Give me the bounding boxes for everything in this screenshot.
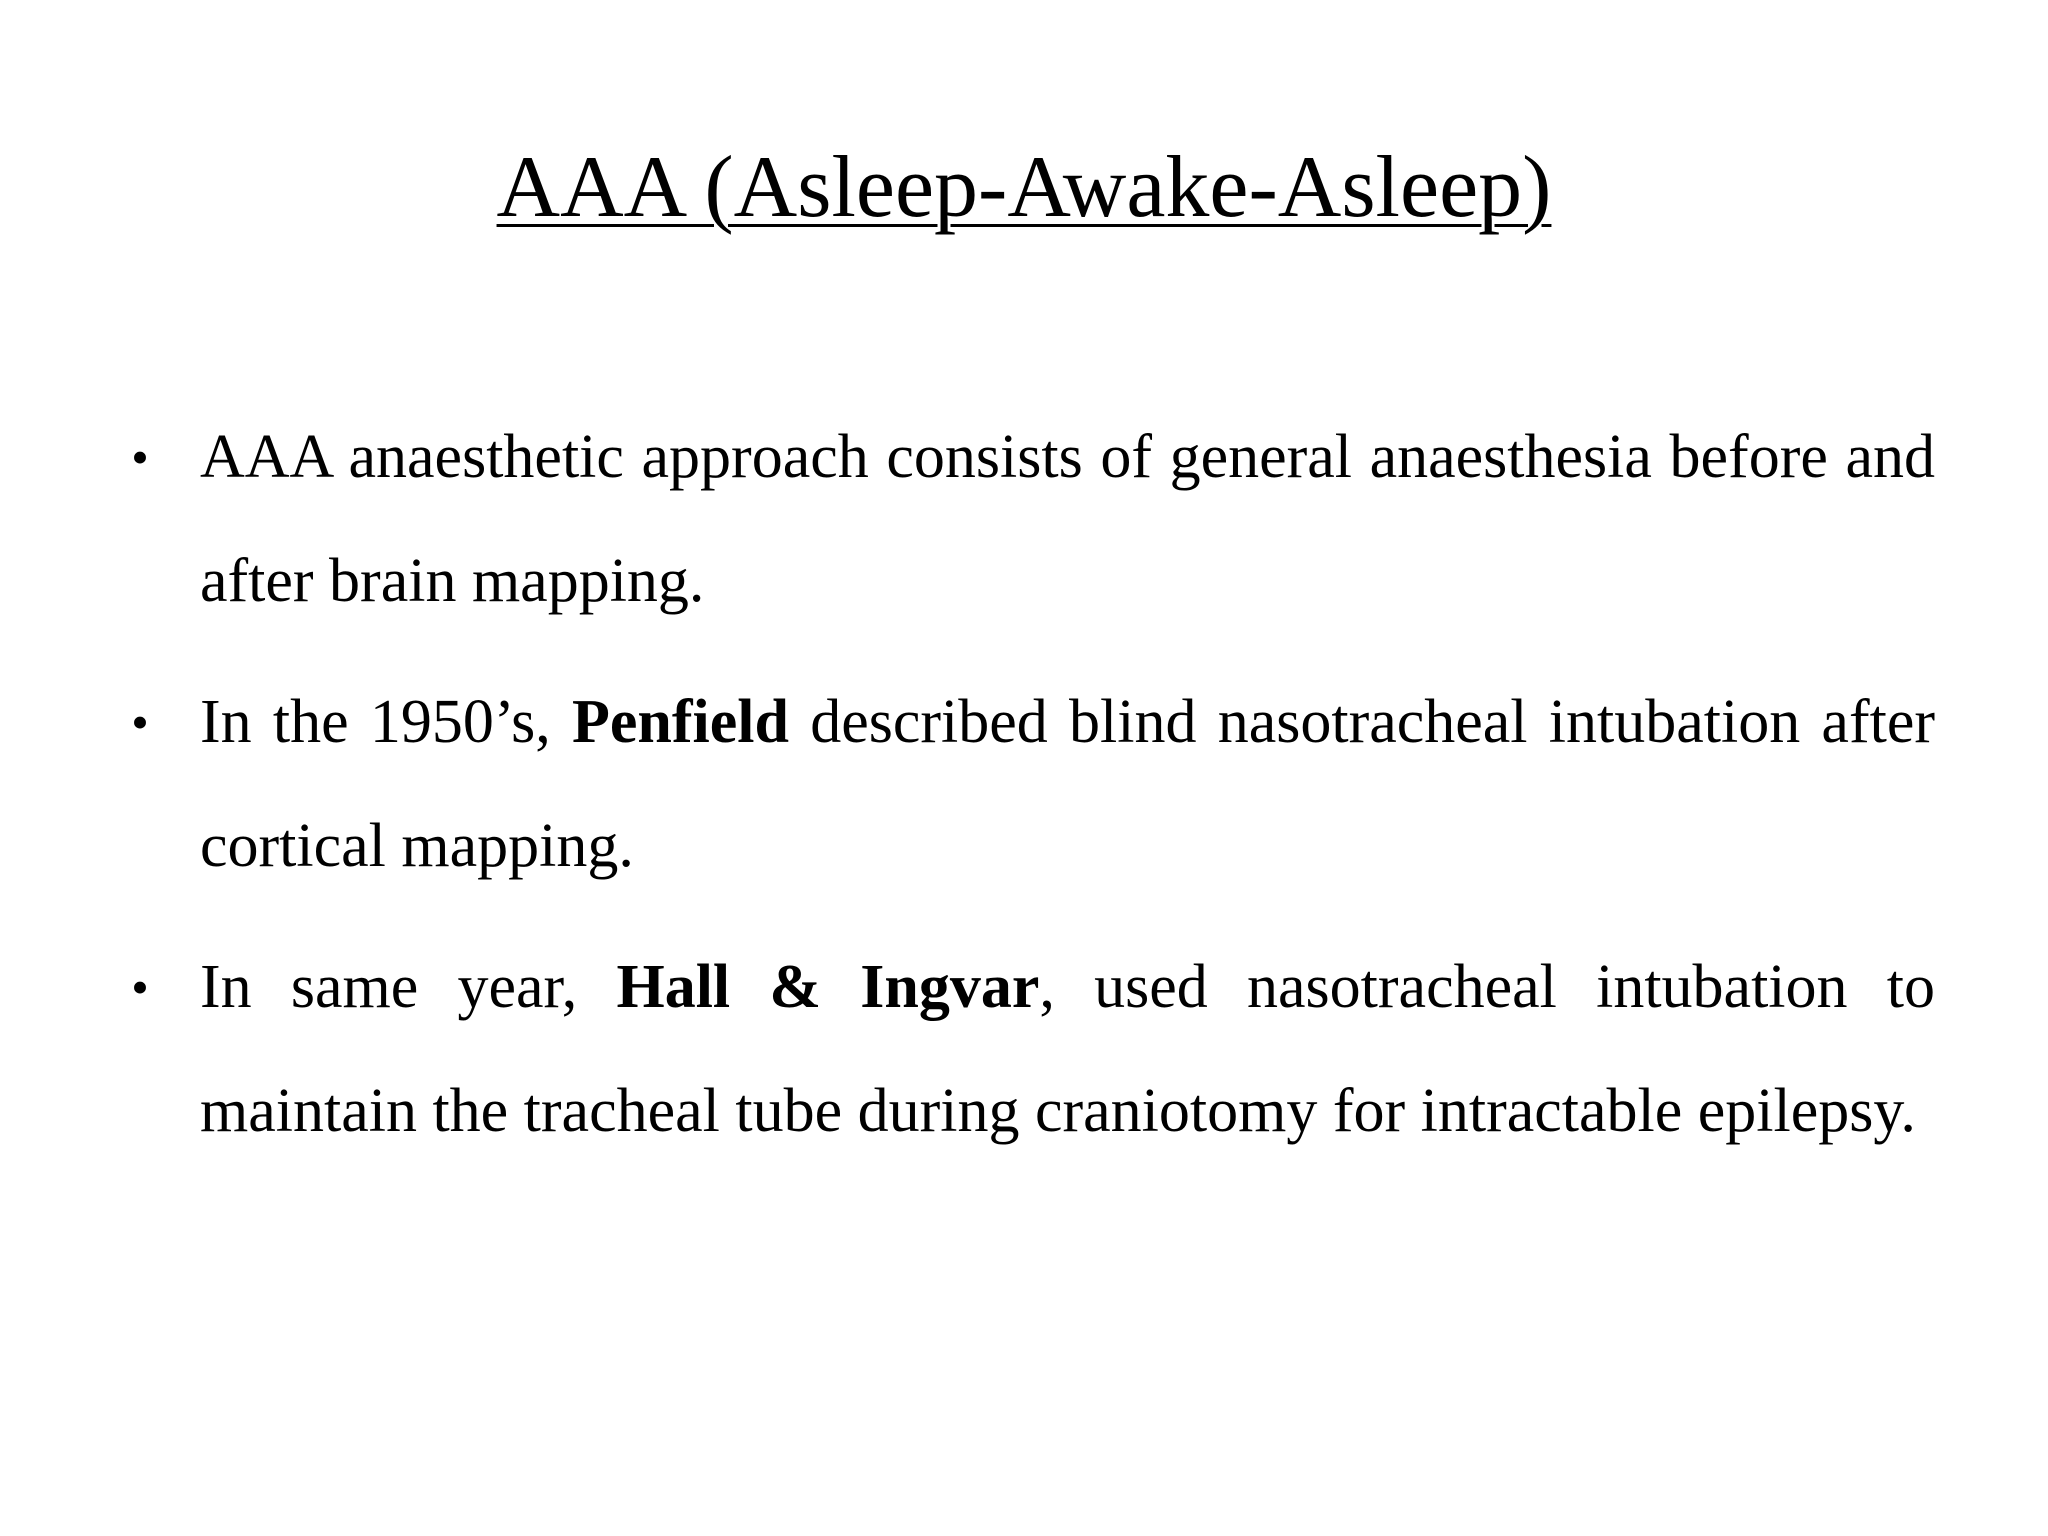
bullet-2-bold-name: Penfield: [571, 688, 789, 756]
bullet-3-bold-names: Hall & Ingvar: [616, 953, 1040, 1021]
bullet-item-1: [120, 395, 1935, 643]
bullet-icon: •: [131, 429, 149, 485]
bullet-1-text: AAA anaesthetic approach consists of general anaesthesia before and after brain mapping.: [200, 423, 1935, 615]
bullet-item-2: [120, 660, 1935, 908]
slide-title: AAA (Asleep-Awake-Asleep): [496, 139, 1552, 236]
bullet-icon: •: [131, 959, 149, 1015]
bullet-2-text-end: described blind nasotracheal intubation after cortical mapping.: [200, 688, 1935, 880]
bullet-2-text-start: In the 1950’s,: [200, 688, 572, 756]
bullet-item-3: [120, 925, 1935, 1173]
title-container: [0, 140, 2048, 237]
bullet-3-text-end: , used nasotracheal intubation to maintain the tracheal tube during craniotomy for intractable epilepsy.: [200, 953, 1935, 1145]
bullet-3-text-start: In same year,: [200, 953, 617, 1021]
bullet-list: [120, 395, 1935, 1190]
bullet-icon: •: [131, 694, 149, 750]
